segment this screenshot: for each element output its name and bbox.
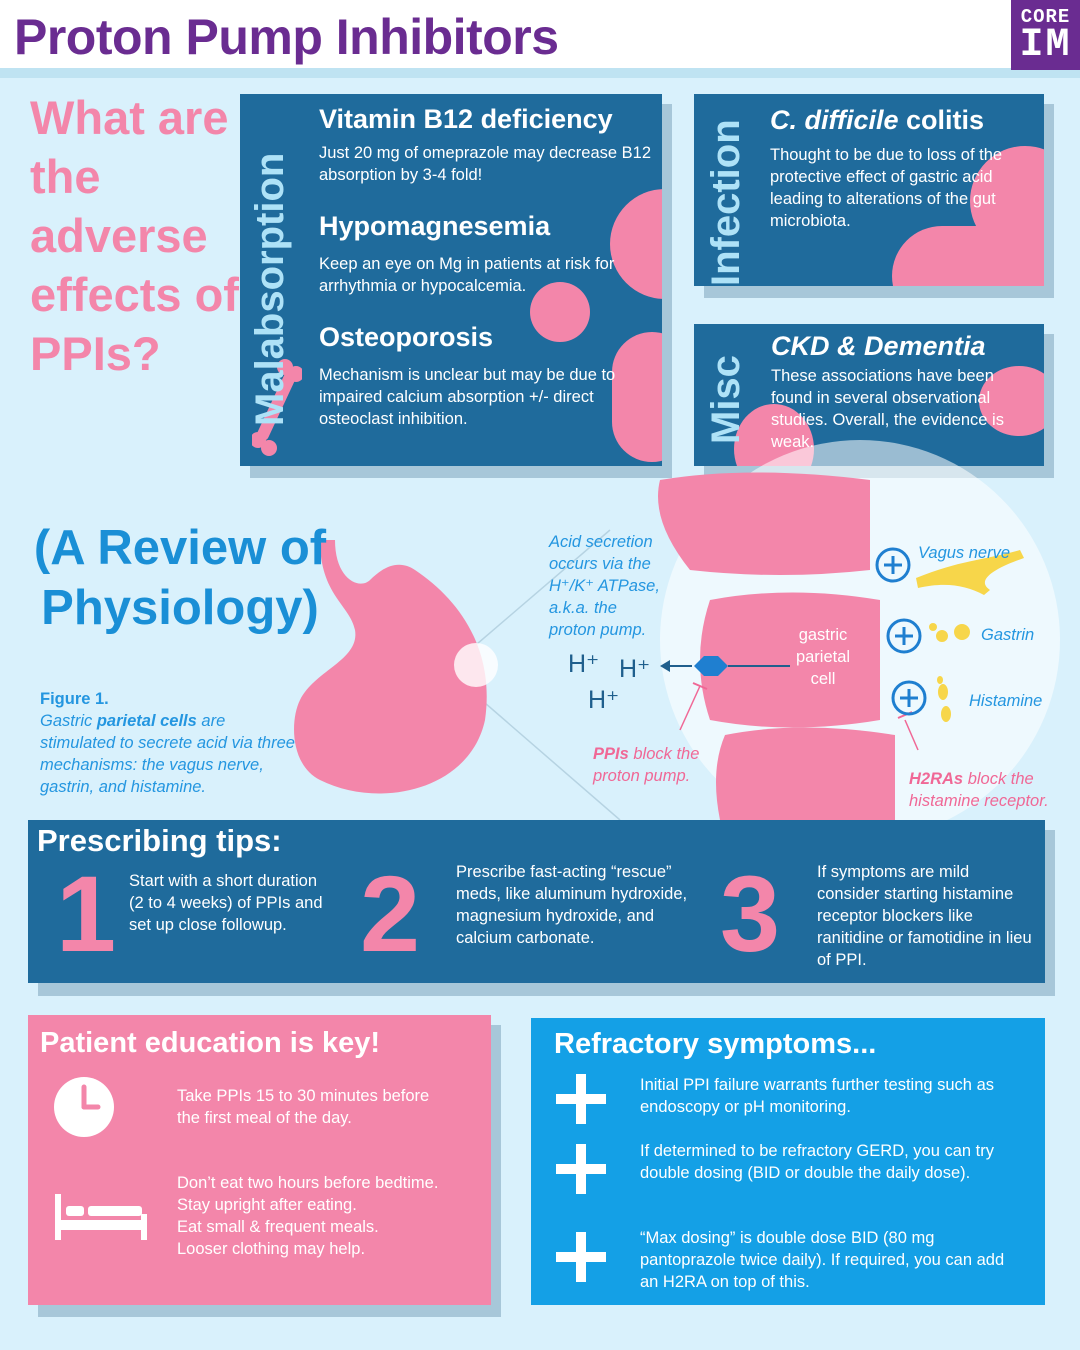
refractory-text: “Max dosing” is double dose BID (80 mg pantoprazole twice daily). If required, you can add an H2RA on top of this. xyxy=(640,1229,1005,1291)
histamine-label: Histamine xyxy=(969,692,1043,710)
page-title: Proton Pump Inhibitors xyxy=(14,9,559,65)
core-im-logo xyxy=(1011,0,1080,70)
hypomagnesemia-text: Keep an eye on Mg in patients at risk for arrhythmia or hypocalcemia. xyxy=(319,255,615,295)
plus-icon xyxy=(556,1074,606,1124)
education-line: Looser clothing may help. xyxy=(177,1240,366,1258)
review-heading: (A Review of Physiology) xyxy=(33,521,327,635)
question-heading: What are the adverse effects of PPIs? xyxy=(30,91,239,380)
header-band xyxy=(0,68,1080,78)
figure-caption-bold: parietal cells xyxy=(96,712,197,730)
ppi-note-bold: PPIs xyxy=(593,745,629,763)
education-line: Stay upright after eating. xyxy=(177,1196,357,1214)
h2ra-note-bold: H2RAs xyxy=(909,770,964,788)
h-ion: H⁺ xyxy=(619,655,651,683)
b12-title: Vitamin B12 deficiency xyxy=(319,104,613,134)
acid-note-line: proton pump. xyxy=(549,621,647,639)
infection-card xyxy=(694,94,1044,286)
figure-label: Figure 1. xyxy=(40,690,109,708)
tip-number: 1 xyxy=(56,853,117,974)
hypomagnesemia-title: Hypomagnesemia xyxy=(319,211,551,241)
ppi-note-rest: block the xyxy=(628,745,700,763)
neighbor-cell xyxy=(716,728,895,821)
h2ra-note-rest: block the xyxy=(963,770,1034,788)
education-line: Eat small & frequent meals. xyxy=(177,1218,379,1236)
education-title: Patient education is key! xyxy=(40,1027,381,1059)
tip-text: If symptoms are mild consider starting histamine receptor blockers like ranitidine or famotidine in lieu of PPI. xyxy=(817,863,1032,969)
cdiff-title xyxy=(770,105,984,136)
bed-icon xyxy=(52,1192,150,1242)
cdiff-title-italic: C. difficile xyxy=(770,105,899,135)
h2ra-note-line: histamine receptor. xyxy=(909,792,1049,810)
magnifier-spot xyxy=(454,643,498,687)
cell-label-line: cell xyxy=(810,670,836,688)
ppi-note-line: proton pump. xyxy=(593,767,691,785)
decor-blob xyxy=(892,226,1044,286)
tips-title: Prescribing tips: xyxy=(37,823,282,858)
tip-number: 3 xyxy=(720,853,781,974)
osteoporosis-text: Mechanism is unclear but may be due to impaired calcium absorption +/- direct osteoclast inhibition. xyxy=(319,366,616,428)
acid-secretion-note xyxy=(549,531,660,641)
osteoporosis-title: Osteoporosis xyxy=(319,322,494,352)
cdiff-text: Thought to be due to loss of the protective effect of gastric acid leading to alterations of the gut microbiota. xyxy=(770,146,1003,230)
malabsorption-label: Malabsorption xyxy=(248,152,292,426)
b12-text: Just 20 mg of omeprazole may decrease B12 absorption by 3-4 fold! xyxy=(319,144,652,184)
plus-icon xyxy=(556,1144,606,1194)
logo-bottom-text: IM xyxy=(1019,23,1072,68)
tip-text: Prescribe fast-acting “rescue” meds, like aluminum hydroxide, magnesium hydroxide, and calcium carbonate. xyxy=(456,863,688,947)
education-line: Take PPIs 15 to 30 minutes before xyxy=(177,1087,430,1105)
malabsorption-card xyxy=(240,94,662,466)
clock-icon xyxy=(52,1075,116,1139)
ckd-dementia-title: CKD & Dementia xyxy=(771,331,986,361)
figure-caption-post: are stimulated to secrete acid via three mechanisms: the vagus nerve, gastrin, and histamine. xyxy=(40,712,295,796)
acid-note-line: a.k.a. the xyxy=(549,599,617,617)
refractory-title: Refractory symptoms... xyxy=(554,1028,877,1060)
logo-top-text: CORE xyxy=(1020,6,1071,28)
neighbor-cell xyxy=(658,473,870,576)
h-ion: H⁺ xyxy=(568,650,600,678)
refractory-text: Initial PPI failure warrants further testing such as endoscopy or pH monitoring. xyxy=(640,1076,994,1116)
education-line: the first meal of the day. xyxy=(177,1109,352,1127)
h-ion: H⁺ xyxy=(588,686,620,714)
gastrin-label: Gastrin xyxy=(981,626,1035,644)
refractory-text: If determined to be refractory GERD, you can try double dosing (BID or double the daily dose). xyxy=(640,1142,994,1182)
tip-text: Start with a short duration (2 to 4 weeks) of PPIs and set up close followup. xyxy=(129,872,323,934)
education-text xyxy=(177,1085,429,1129)
cell-label-line: gastric xyxy=(798,626,848,644)
h2ra-note xyxy=(909,768,1049,812)
education-line: Don’t eat two hours before bedtime. xyxy=(177,1174,439,1192)
acid-note-line: H⁺/K⁺ ATPase, xyxy=(549,577,660,595)
figure-caption-pre: Gastric xyxy=(40,712,97,730)
cdiff-title-rest: colitis xyxy=(898,105,985,135)
cell-label xyxy=(783,624,863,690)
education-text xyxy=(177,1172,438,1260)
acid-note-line: occurs via the xyxy=(549,555,651,573)
infection-label: Infection xyxy=(704,119,748,286)
figure-caption xyxy=(40,688,300,798)
misc-label: Misc xyxy=(704,355,748,444)
ppi-note xyxy=(593,743,699,787)
cell-label-line: parietal xyxy=(795,648,851,666)
acid-note-line: Acid secretion xyxy=(549,533,653,551)
vagus-nerve-label: Vagus nerve xyxy=(918,544,1011,562)
ckd-dementia-text: These associations have been found in several observational studies. Overall, the evidence is weak. xyxy=(771,367,1004,451)
tip-number: 2 xyxy=(360,853,421,974)
plus-icon xyxy=(556,1232,606,1282)
